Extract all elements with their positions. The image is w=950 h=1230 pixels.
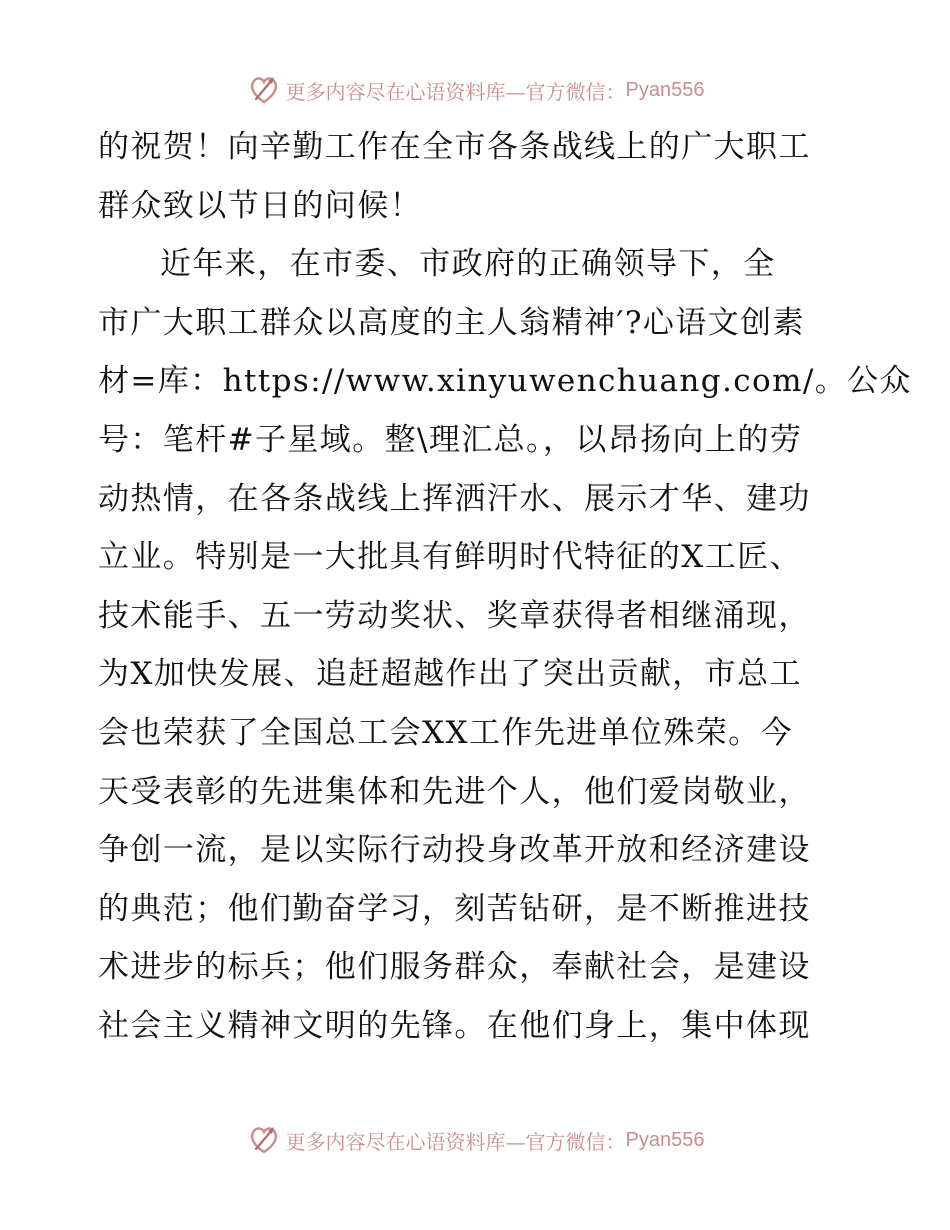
- footer-watermark: [0, 1120, 950, 1160]
- text-line: 号：笔杆#子星域。整\理汇总。，以昂扬向上的劳: [98, 421, 803, 458]
- watermark-wechat-id: Pyan556: [625, 1128, 705, 1151]
- text-line: 为X加快发展、追赶超越作出了突出贡献，市总工: [98, 656, 802, 693]
- text-line: 市广大职工群众以高度的主人翁精神′?心语文创素: [98, 304, 805, 341]
- watermark-text: 更多内容尽在心语资料库—官方微信：: [285, 1129, 626, 1154]
- text-line: 术进步的标兵；他们服务群众，奉献社会，是建设: [98, 949, 811, 986]
- watermark-wechat-id: Pyan556: [625, 78, 705, 101]
- quill-heart-logo-icon: [246, 72, 282, 108]
- text-line: 的典范；他们勤奋学习，刻苦钻研，是不断推进技: [98, 890, 811, 927]
- text-line: 天受表彰的先进集体和先进个人，他们爱岗敬业，: [98, 773, 811, 810]
- text-line: 会也荣获了全国总工会XX工作先进单位殊荣。今: [98, 714, 793, 751]
- header-watermark: [0, 70, 950, 110]
- text-line: 的祝贺！向辛勤工作在全市各条战线上的广大职工: [98, 129, 811, 165]
- text-line: 动热情，在各条战线上挥洒汗水、展示才华、建功: [98, 480, 811, 517]
- quill-heart-logo-icon: [246, 1122, 282, 1158]
- text-line: 社会主义精神文明的先锋。在他们身上，集中体现: [98, 1007, 811, 1044]
- paragraph-2: [98, 235, 912, 1055]
- text-line-url: 材=库：https://www.xinyuwenchuang.com/。公众: [98, 363, 912, 400]
- paragraph-1: [98, 118, 858, 235]
- text-line: 争创一流，是以实际行动投身改革开放和经济建设: [98, 832, 811, 869]
- text-line: 近年来，在市委、市政府的正确领导下，全: [160, 246, 776, 283]
- text-line: 技术能手、五一劳动奖状、奖章获得者相继涌现，: [98, 597, 811, 634]
- text-line: 群众致以节日的问候！: [98, 187, 422, 224]
- text-line: 立业。特别是一大批具有鲜明时代特征的X工匠、: [98, 539, 802, 576]
- document-body: [98, 118, 912, 1056]
- watermark-text: 更多内容尽在心语资料库—官方微信：: [285, 79, 626, 104]
